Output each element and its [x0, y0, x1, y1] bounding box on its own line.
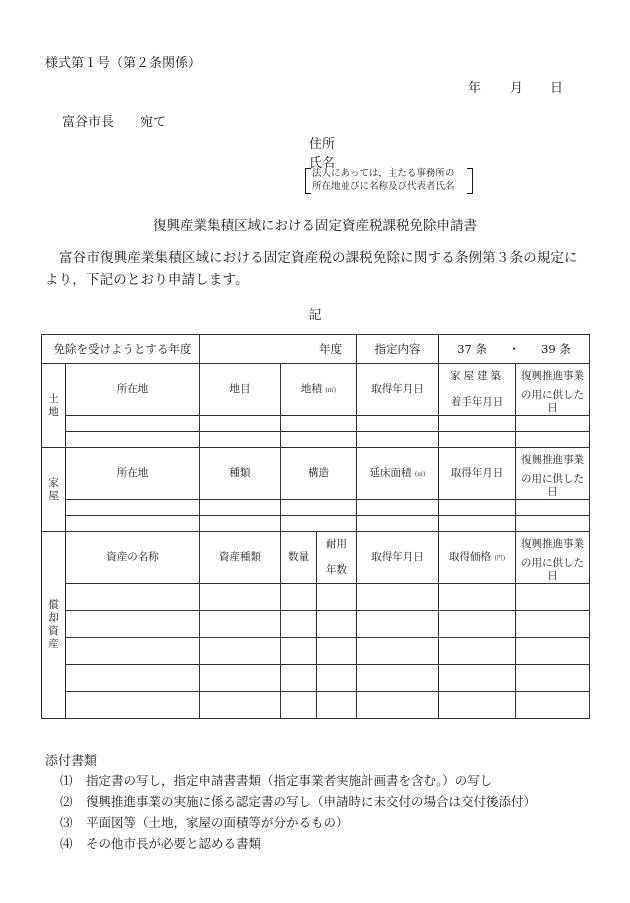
house-col-used-date-2: の用に供した日 — [516, 473, 590, 500]
asset-cell[interactable] — [439, 665, 516, 692]
asset-cell[interactable] — [317, 692, 357, 719]
house-data-row — [42, 516, 590, 532]
asset-cell[interactable] — [200, 638, 281, 665]
asset-col-price: 取得価格 (円) — [439, 532, 516, 584]
house-cell[interactable] — [200, 516, 281, 532]
land-cell[interactable] — [516, 416, 590, 432]
house-cell[interactable] — [357, 516, 439, 532]
asset-data-row — [42, 665, 590, 692]
land-col-area: 地積 (㎡) — [281, 364, 357, 416]
land-cell[interactable] — [200, 416, 281, 432]
asset-data-row — [42, 692, 590, 719]
note-line-1: 法人にあっては，主たる事務所の — [312, 168, 455, 179]
attachment-item-3: ⑶ 平面図等（土地，家屋の面積等が分かるもの） — [60, 815, 349, 830]
land-col-used-date-2: の用に供した日 — [516, 389, 590, 416]
land-cell[interactable] — [281, 416, 357, 432]
addressee-name: 富谷市長 — [62, 115, 115, 130]
address-label: 住所 — [309, 137, 336, 152]
asset-cell[interactable] — [317, 611, 357, 638]
ki-heading: 記 — [308, 308, 322, 323]
land-cell[interactable] — [66, 432, 200, 448]
house-cell[interactable] — [357, 500, 439, 516]
body-text: 富谷市復興産業集積区域における固定資産税の課税免除に関する条例第３条の規定により，下記のとおり申請します。 — [45, 250, 578, 288]
asset-cell[interactable] — [516, 584, 590, 611]
article-39: 39 条 — [541, 341, 571, 356]
land-cell[interactable] — [439, 416, 516, 432]
asset-cell[interactable] — [357, 584, 439, 611]
asset-cell[interactable] — [281, 638, 317, 665]
asset-cell[interactable] — [317, 584, 357, 611]
asset-cell[interactable] — [66, 584, 200, 611]
designation-label: 指定内容 — [357, 335, 439, 364]
house-cell[interactable] — [516, 500, 590, 516]
note-line-2: 所在地並びに名称及び代表者氏名 — [312, 181, 455, 192]
land-cell[interactable] — [66, 416, 200, 432]
application-table — [41, 334, 590, 719]
asset-label: 償 却 資 産 — [42, 532, 66, 719]
asset-cell[interactable] — [317, 665, 357, 692]
date-year-label: 年 — [468, 81, 482, 96]
land-col-acquired: 取得年月日 — [357, 364, 439, 416]
land-cell[interactable] — [516, 432, 590, 448]
house-cell[interactable] — [439, 500, 516, 516]
house-cell[interactable] — [281, 516, 357, 532]
asset-col-used-date: 復興推進事業 — [516, 532, 590, 558]
land-header-row — [42, 364, 590, 390]
land-cell[interactable] — [357, 416, 439, 432]
dot: ・ — [508, 341, 520, 356]
asset-cell[interactable] — [516, 692, 590, 719]
asset-cell[interactable] — [439, 584, 516, 611]
asset-data-row — [42, 638, 590, 665]
land-col-building-start: 家屋建築 — [439, 364, 516, 390]
house-col-location: 所在地 — [66, 448, 200, 500]
asset-cell[interactable] — [66, 638, 200, 665]
asset-cell[interactable] — [200, 611, 281, 638]
article-37: 37 条 — [457, 341, 487, 356]
date-day-label: 日 — [550, 81, 564, 96]
asset-cell[interactable] — [516, 665, 590, 692]
asset-cell[interactable] — [357, 665, 439, 692]
asset-col-life: 耐用 — [317, 532, 357, 558]
house-cell[interactable] — [66, 516, 200, 532]
house-cell[interactable] — [516, 516, 590, 532]
note-bracket-left — [305, 168, 311, 194]
addressee-suffix: 宛て — [140, 115, 167, 130]
asset-cell[interactable] — [200, 692, 281, 719]
document-title: 復興産業集積区域における固定資産税課税免除申請書 — [153, 218, 477, 234]
house-data-row — [42, 500, 590, 516]
house-col-structure: 構造 — [281, 448, 357, 500]
house-cell[interactable] — [200, 500, 281, 516]
asset-cell[interactable] — [317, 638, 357, 665]
house-col-acquired: 取得年月日 — [439, 448, 516, 500]
asset-cell[interactable] — [66, 692, 200, 719]
year-value — [200, 335, 357, 364]
asset-col-acquired: 取得年月日 — [357, 532, 439, 584]
house-col-type: 種類 — [200, 448, 281, 500]
asset-cell[interactable] — [200, 665, 281, 692]
land-cell[interactable] — [357, 432, 439, 448]
land-col-building-start-2: 着手年月日 — [439, 389, 516, 416]
asset-col-type: 資産種類 — [200, 532, 281, 584]
asset-col-used-date-2: の用に供した日 — [516, 557, 590, 584]
attachment-item-4: ⑷ その他市長が必要と認める書類 — [60, 836, 262, 851]
attachment-item-1: ⑴ 指定書の写し，指定申請書書類（指定事業者実施計画書を含む。）の写し — [60, 773, 493, 788]
house-col-used-date: 復興推進事業 — [516, 448, 590, 474]
asset-cell[interactable] — [200, 584, 281, 611]
asset-cell[interactable] — [66, 611, 200, 638]
house-cell[interactable] — [281, 500, 357, 516]
year-row — [42, 335, 590, 364]
land-label: 土 地 — [42, 364, 66, 448]
asset-data-row — [42, 584, 590, 611]
land-data-row — [42, 432, 590, 448]
asset-cell[interactable] — [357, 638, 439, 665]
year-suffix: 年度 — [319, 341, 343, 356]
house-label: 家 屋 — [42, 448, 66, 532]
land-col-category: 地目 — [200, 364, 281, 416]
asset-cell[interactable] — [66, 665, 200, 692]
asset-data-row — [42, 611, 590, 638]
asset-cell[interactable] — [281, 692, 317, 719]
year-label: 免除を受けようとする年度 — [42, 335, 200, 364]
asset-cell[interactable] — [439, 692, 516, 719]
form-number: 様式第１号（第２条関係） — [45, 56, 202, 71]
land-cell[interactable] — [439, 432, 516, 448]
house-header-row — [42, 448, 590, 474]
asset-header-row — [42, 532, 590, 558]
designation-options — [439, 335, 590, 364]
house-cell[interactable] — [439, 516, 516, 532]
asset-col-name: 資産の名称 — [66, 532, 200, 584]
land-data-row — [42, 416, 590, 432]
asset-cell[interactable] — [439, 638, 516, 665]
note-bracket-right — [467, 168, 473, 194]
asset-cell[interactable] — [357, 611, 439, 638]
asset-col-life-2: 年数 — [317, 557, 357, 584]
asset-cell[interactable] — [281, 665, 317, 692]
corporation-note — [305, 167, 473, 193]
date-month-label: 月 — [510, 81, 524, 96]
addressee — [62, 111, 166, 130]
asset-cell[interactable] — [281, 611, 317, 638]
name-label: 氏名 — [309, 156, 336, 171]
land-col-used-date: 復興推進事業 — [516, 364, 590, 390]
land-col-location: 所在地 — [66, 364, 200, 416]
asset-cell[interactable] — [439, 611, 516, 638]
asset-cell[interactable] — [281, 584, 317, 611]
land-cell[interactable] — [281, 432, 357, 448]
asset-col-quantity: 数量 — [281, 532, 317, 584]
asset-cell[interactable] — [516, 638, 590, 665]
land-cell[interactable] — [200, 432, 281, 448]
attachment-item-2: ⑵ 復興推進事業の実施に係る認定書の写し（申請時に未交付の場合は交付後添付） — [60, 794, 537, 809]
attachments-title: 添付書類 — [45, 754, 98, 769]
house-cell[interactable] — [66, 500, 200, 516]
asset-cell[interactable] — [516, 611, 590, 638]
asset-cell[interactable] — [357, 692, 439, 719]
house-col-floor-area: 延床面積 (㎡) — [357, 448, 439, 500]
